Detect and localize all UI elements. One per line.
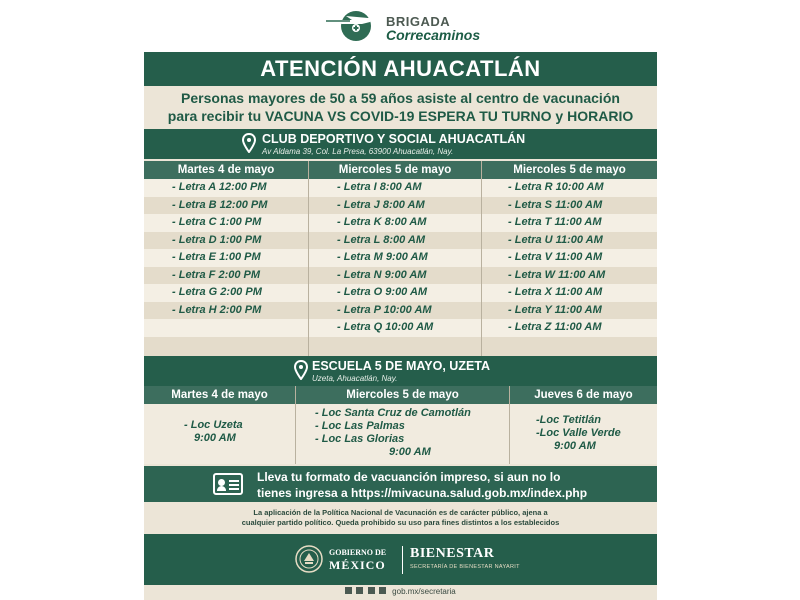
list-item: - Letra G 2:00 PM xyxy=(172,286,262,298)
list-item: - Letra M 9:00 AM xyxy=(337,251,428,263)
venue1-col1-header: Martes 4 de mayo xyxy=(144,161,308,179)
venue2-col2-header: Miercoles 5 de mayo xyxy=(296,386,509,404)
subtitle-line2-prefix: para recibir tu xyxy=(167,108,266,124)
info-line2: tienes ingresa a https://mivacuna.salud.gob.mx/index.php xyxy=(257,486,588,500)
social-footer xyxy=(144,585,657,599)
legal-notice xyxy=(144,508,657,528)
brigada-correcaminos-logo xyxy=(322,6,492,46)
site-link[interactable]: gob.mx/secretaria xyxy=(392,587,456,596)
list-item: 9:00 AM xyxy=(194,432,236,444)
list-item: - Letra B 12:00 PM xyxy=(172,198,268,211)
list-item: - Letra D 1:00 PM xyxy=(172,233,262,246)
list-item: - Letra J 8:00 AM xyxy=(337,198,425,211)
venue1-schedule xyxy=(144,161,657,356)
facebook-icon[interactable] xyxy=(345,587,352,594)
list-item: - Letra W 11:00 AM xyxy=(508,268,606,281)
list-item: 9:00 AM xyxy=(389,446,431,458)
subtitle-line2 xyxy=(144,108,657,124)
id-card-icon xyxy=(213,473,243,495)
legal-line2: cualquier partido político. Queda prohibido su uso para fines distintos a los establecidos xyxy=(241,518,560,527)
secretaria-label: SECRETARÍA DE BIENESTAR NAYARIT xyxy=(410,564,520,570)
list-item: - Letra O 9:00 AM xyxy=(337,286,428,298)
list-item: 9:00 AM xyxy=(554,440,596,452)
list-item: - Loc Las Glorias xyxy=(315,433,405,445)
list-item: - Letra V 11:00 AM xyxy=(508,251,603,263)
list-item: - Loc Las Palmas xyxy=(315,420,405,432)
info-bar xyxy=(144,466,657,502)
list-item: - Letra C 1:00 PM xyxy=(172,216,262,228)
info-line1: Lleva tu formato de vacuanción impreso, si aun no lo xyxy=(257,470,561,484)
list-item: - Letra P 10:00 AM xyxy=(337,303,432,316)
list-item: -Loc Tetitlán xyxy=(536,414,601,426)
venue2-schedule xyxy=(144,386,657,464)
list-item: - Letra F 2:00 PM xyxy=(172,268,261,281)
venue1-address: Av Aldama 39, Col. La Presa, 63900 Ahuacatlán, Nay. xyxy=(262,147,454,156)
youtube-icon[interactable] xyxy=(379,587,386,594)
venue2-col3-header: Jueves 6 de mayo xyxy=(510,386,657,404)
venue1-col3-header: Miercoles 5 de mayo xyxy=(482,161,657,179)
list-item: - Letra T 11:00 AM xyxy=(508,216,602,228)
venue2-col1-header: Martes 4 de mayo xyxy=(144,386,295,404)
list-item: - Letra Q 10:00 AM xyxy=(337,321,434,333)
venue2-address: Uzeta, Ahuacatlán, Nay. xyxy=(312,374,398,383)
roadrunner-emblem-icon xyxy=(322,6,382,46)
venue2-name: ESCUELA 5 DE MAYO, UZETA xyxy=(312,359,491,373)
venue1-col2-header: Miercoles 5 de mayo xyxy=(309,161,481,179)
list-item: - Letra K 8:00 AM xyxy=(337,216,427,228)
list-item: - Letra Y 11:00 AM xyxy=(508,303,602,316)
poster-title: ATENCIÓN AHUACATLÁN xyxy=(144,52,657,86)
list-item: - Letra E 1:00 PM xyxy=(172,251,261,263)
list-item: - Letra S 11:00 AM xyxy=(508,198,603,211)
legal-line1: La aplicación de la Política Nacional de Vacunación es de carácter público, ajena a xyxy=(253,508,548,517)
list-item: - Letra I 8:00 AM xyxy=(337,181,422,193)
list-item: - Loc Uzeta xyxy=(184,419,243,431)
instagram-icon[interactable] xyxy=(368,587,375,594)
venue1-name: CLUB DEPORTIVO Y SOCIAL AHUACATLÁN xyxy=(262,132,526,146)
list-item: - Letra X 11:00 AM xyxy=(508,286,603,298)
location-pin-icon xyxy=(294,360,308,380)
list-item: - Letra H 2:00 PM xyxy=(172,303,262,316)
brand-name-line1: BRIGADA xyxy=(386,14,451,29)
list-item: - Letra L 8:00 AM xyxy=(337,233,426,246)
list-item: - Letra N 9:00 AM xyxy=(337,268,427,281)
list-item: -Loc Valle Verde xyxy=(536,427,621,439)
list-item: - Letra U 11:00 AM xyxy=(508,233,603,246)
mexico-label: MÉXICO xyxy=(329,558,386,572)
list-item: - Loc Santa Cruz de Camotlán xyxy=(315,407,471,419)
brand-name-line2: Correcaminos xyxy=(386,27,481,43)
twitter-icon[interactable] xyxy=(356,587,363,594)
list-item: - Letra A 12:00 PM xyxy=(172,181,267,193)
venue2-header xyxy=(144,356,657,386)
location-pin-icon xyxy=(242,133,256,153)
bienestar-label: BIENESTAR xyxy=(410,546,495,561)
list-item: - Letra Z 11:00 AM xyxy=(508,321,602,333)
vaccination-poster xyxy=(144,52,657,600)
venue1-header xyxy=(144,129,657,159)
national-seal-icon xyxy=(294,544,324,574)
list-item: - Letra R 10:00 AM xyxy=(508,181,604,193)
subtitle-line1: Personas mayores de 50 a 59 años asiste al centro de vacunación xyxy=(181,90,620,106)
subtitle-line2-emphasis: VACUNA VS COVID-19 ESPERA TU TURNO y HORARIO xyxy=(265,108,634,124)
gobierno-label: GOBIERNO DE xyxy=(329,548,387,557)
